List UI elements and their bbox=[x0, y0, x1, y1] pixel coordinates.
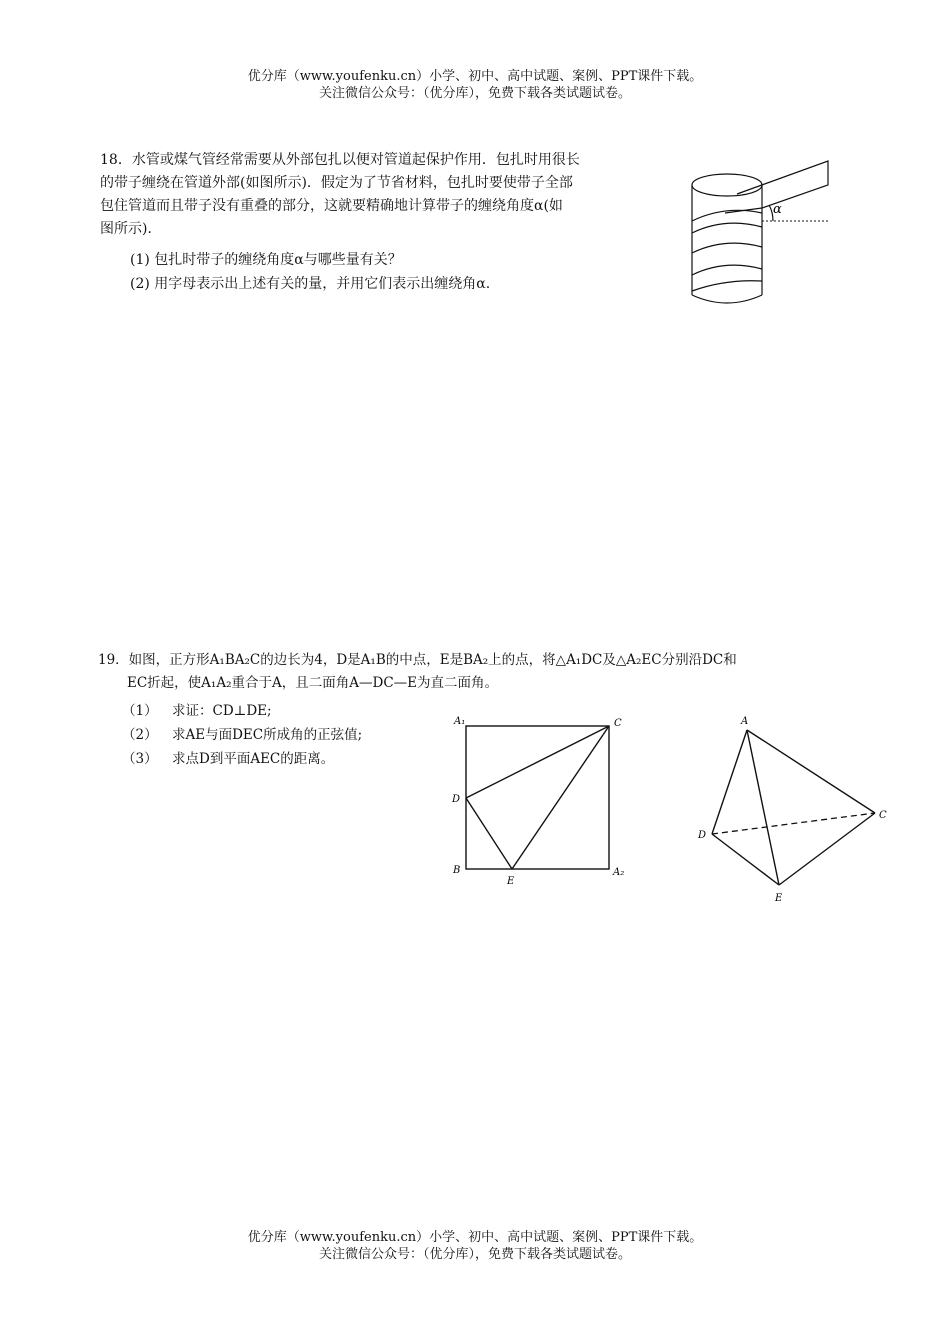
edge-AC bbox=[747, 730, 875, 813]
q19-subquestion-3 bbox=[122, 748, 334, 771]
footer-line-2: 关注微信公众号：（优分库），免费下载各类试题试卷。 bbox=[318, 1247, 631, 1262]
alpha-label: α bbox=[773, 202, 782, 217]
q19-line-2: EC折起，使A₁A₂重合于A，且二面角A—DC—E为直二面角。 bbox=[127, 675, 499, 691]
helix-3 bbox=[692, 243, 762, 253]
question-19 bbox=[98, 649, 737, 695]
helix-4 bbox=[692, 265, 762, 275]
q18-line-4: 图所示)． bbox=[100, 221, 162, 237]
header-line-2: 关注微信公众号：（优分库），免费下载各类试题试卷。 bbox=[318, 86, 631, 101]
helix-1 bbox=[692, 210, 762, 221]
label-B: B bbox=[453, 865, 461, 876]
label-A: A bbox=[741, 716, 749, 727]
label-E-3d: E bbox=[775, 893, 783, 904]
cylinder-top-ellipse bbox=[692, 174, 762, 196]
q18-line-1: 18．水管或煤气管经常需要从外部包扎以便对管道起保护作用．包扎时用很长 bbox=[100, 152, 580, 168]
q19-sub2-number: （2） bbox=[122, 727, 158, 743]
q19-subquestion-1 bbox=[122, 700, 272, 723]
label-A2: A₂ bbox=[613, 867, 625, 878]
label-D-3d: D bbox=[698, 830, 707, 841]
question-18 bbox=[100, 149, 580, 241]
q18-line-2: 的带子缠绕在管道外部(如图所示)．假定为了节省材料，包扎时要使带子全部 bbox=[100, 175, 573, 191]
segment-DC bbox=[466, 726, 609, 798]
cylinder-bottom-arc bbox=[692, 295, 762, 303]
header-line-1: 优分库（www.youfenku.cn）小学、初中、高中试题、案例、PPT课件下载。 bbox=[247, 69, 703, 84]
label-E: E bbox=[507, 876, 515, 887]
q18-subquestion-1: (1) 包扎时带子的缠绕角度α与哪些量有关？ bbox=[130, 252, 402, 268]
segment-EC bbox=[512, 726, 609, 869]
page-footer bbox=[0, 1229, 950, 1263]
q19-sub3-number: （3） bbox=[122, 751, 158, 767]
tetrahedron-figure bbox=[695, 710, 895, 910]
edge-AD bbox=[712, 730, 747, 834]
pipe-wrap-figure bbox=[685, 155, 835, 315]
square-A1BA2C bbox=[466, 726, 609, 869]
helix-2 bbox=[692, 223, 762, 233]
label-C-3d: C bbox=[879, 810, 887, 821]
q19-subquestion-2 bbox=[122, 724, 362, 747]
label-A1: A₁ bbox=[454, 716, 466, 727]
label-C: C bbox=[614, 718, 622, 729]
helix-5 bbox=[692, 281, 762, 291]
q19-line-1: 19．如图，正方形A₁BA₂C的边长为4，D是A₁B的中点，E是BA₂上的点，将△A₁DC及△A₂EC分别沿DC和 bbox=[98, 652, 737, 668]
page-header bbox=[0, 68, 950, 102]
q19-sub1-text: 求证：CD⊥DE; bbox=[172, 703, 272, 719]
footer-line-1: 优分库（www.youfenku.cn）小学、初中、高中试题、案例、PPT课件下载。 bbox=[247, 1230, 703, 1245]
square-figure bbox=[448, 710, 638, 890]
label-D: D bbox=[452, 794, 461, 805]
edge-DE bbox=[712, 834, 779, 885]
q18-subquestion-2: (2) 用字母表示出上述有关的量，并用它们表示出缠绕角α. bbox=[130, 276, 491, 292]
segment-DE bbox=[466, 798, 512, 869]
band-strip bbox=[737, 161, 828, 208]
q19-sub1-number: （1） bbox=[122, 703, 158, 719]
q19-sub3-text: 求点D到平面AEC的距离。 bbox=[172, 751, 335, 767]
edge-AE bbox=[747, 730, 779, 885]
q18-line-3: 包住管道而且带子没有重叠的部分，这就要精确地计算带子的缠绕角度α(如 bbox=[100, 198, 563, 214]
q19-sub2-text: 求AE与面DEC所成角的正弦值; bbox=[172, 727, 363, 743]
